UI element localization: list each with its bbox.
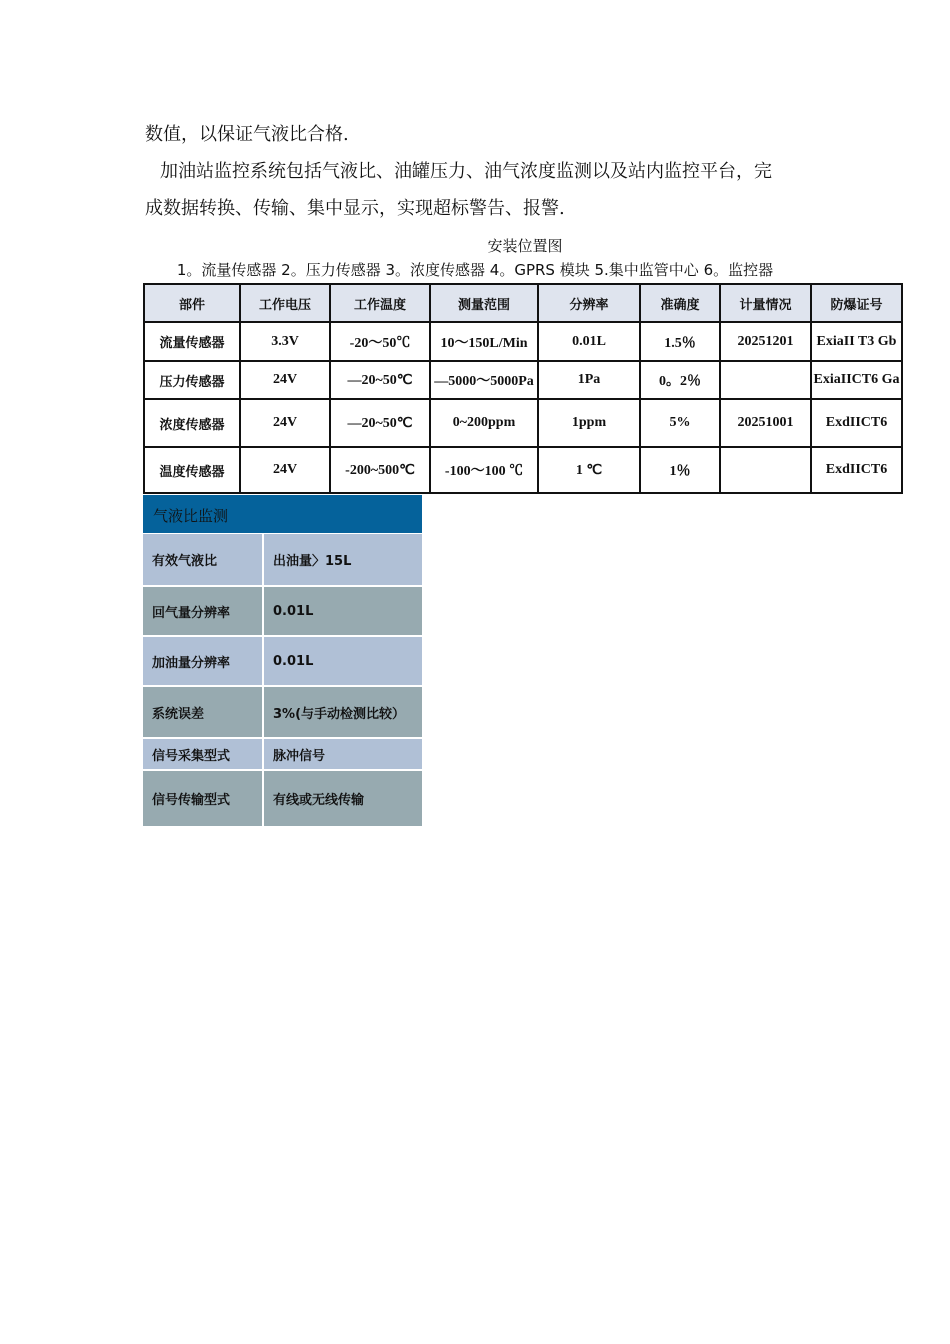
header-cell: 工作温度 [330, 284, 430, 322]
panel-row [143, 739, 422, 771]
panel-row-value: 出油量〉15L [264, 534, 422, 585]
panel-row [143, 587, 422, 637]
header-cell: 分辨率 [538, 284, 640, 322]
table-header-row [144, 284, 902, 322]
panel-row [143, 534, 422, 587]
table-cell: -200~500℃ [330, 447, 430, 493]
table-cell: 3.3V [240, 322, 330, 361]
table-cell: 温度传感器 [144, 447, 240, 493]
table-row [144, 399, 902, 447]
table-cell: ExiaIICT6 Ga [811, 361, 902, 399]
panel-row-value: 有线或无线传输 [264, 771, 422, 826]
panel-row [143, 637, 422, 687]
paragraph-2: 加油站监控系统包括气液比、油罐压力、油气浓度监测以及站内监控平台，完 [160, 161, 772, 182]
panel-row-value: 0.01L [264, 637, 422, 685]
panel-row-key: 系统误差 [143, 687, 264, 737]
table-cell: -20～50℃ [330, 322, 430, 361]
table-cell: 0.01L [538, 322, 640, 361]
table-cell: 1％ [640, 447, 720, 493]
table-cell: —20~50℃ [330, 361, 430, 399]
table-cell: 5% [640, 399, 720, 447]
table-cell: 10～150L/Min [430, 322, 538, 361]
panel-row-key: 回气量分辨率 [143, 587, 264, 635]
table-cell: -100～100 ℃ [430, 447, 538, 493]
header-cell: 准确度 [640, 284, 720, 322]
table-cell: 1ppm [538, 399, 640, 447]
panel-row-key: 信号传输型式 [143, 771, 264, 826]
table-cell: 1 ℃ [538, 447, 640, 493]
table-cell: 24V [240, 361, 330, 399]
panel-title: 气液比监测 [143, 495, 422, 534]
table-row [144, 447, 902, 493]
table-cell: 20251201 [720, 322, 811, 361]
paragraph-3: 成数据转换、传输、集中显示，实现超标警告、报警. [145, 198, 565, 219]
figure-legend: 1。流量传感器 2。压力传感器 3。浓度传感器 4。GPRS 模块 5.集中监管中心 6。监控器 [176, 261, 774, 279]
header-cell: 部件 [144, 284, 240, 322]
header-cell: 防爆证号 [811, 284, 902, 322]
panel-row-key: 信号采集型式 [143, 739, 264, 769]
panel-row-value: 脉冲信号 [264, 739, 422, 769]
figure-caption: 安装位置图 [487, 237, 563, 255]
table-cell: 1Pa [538, 361, 640, 399]
header-cell: 工作电压 [240, 284, 330, 322]
table-cell: —5000～5000Pa [430, 361, 538, 399]
panel-row-value: 3%(与手动检测比较） [264, 687, 422, 737]
panel-row [143, 771, 422, 826]
table-cell: 压力传感器 [144, 361, 240, 399]
table-row [144, 322, 902, 361]
table-cell: —20~50℃ [330, 399, 430, 447]
paragraph-1: 数值，以保证气液比合格. [145, 124, 349, 145]
table-cell [720, 361, 811, 399]
table-cell: 1.5％ [640, 322, 720, 361]
panel-row-value: 0.01L [264, 587, 422, 635]
table-cell: ExdIICT6 [811, 447, 902, 493]
table-cell: 流量传感器 [144, 322, 240, 361]
table-cell: ExiaII T3 Gb [811, 322, 902, 361]
table-cell: 浓度传感器 [144, 399, 240, 447]
table-cell [720, 447, 811, 493]
panel-row [143, 687, 422, 739]
header-cell: 测量范围 [430, 284, 538, 322]
table-cell: 0~200ppm [430, 399, 538, 447]
table-cell: 24V [240, 447, 330, 493]
sensor-spec-table [143, 283, 903, 494]
table-cell: ExdIICT6 [811, 399, 902, 447]
gas-liquid-ratio-panel [143, 495, 422, 826]
header-cell: 计量情况 [720, 284, 811, 322]
panel-row-key: 加油量分辨率 [143, 637, 264, 685]
table-cell: 24V [240, 399, 330, 447]
panel-row-key: 有效气液比 [143, 534, 264, 585]
table-cell: 0。2％ [640, 361, 720, 399]
table-cell: 20251001 [720, 399, 811, 447]
table-row [144, 361, 902, 399]
